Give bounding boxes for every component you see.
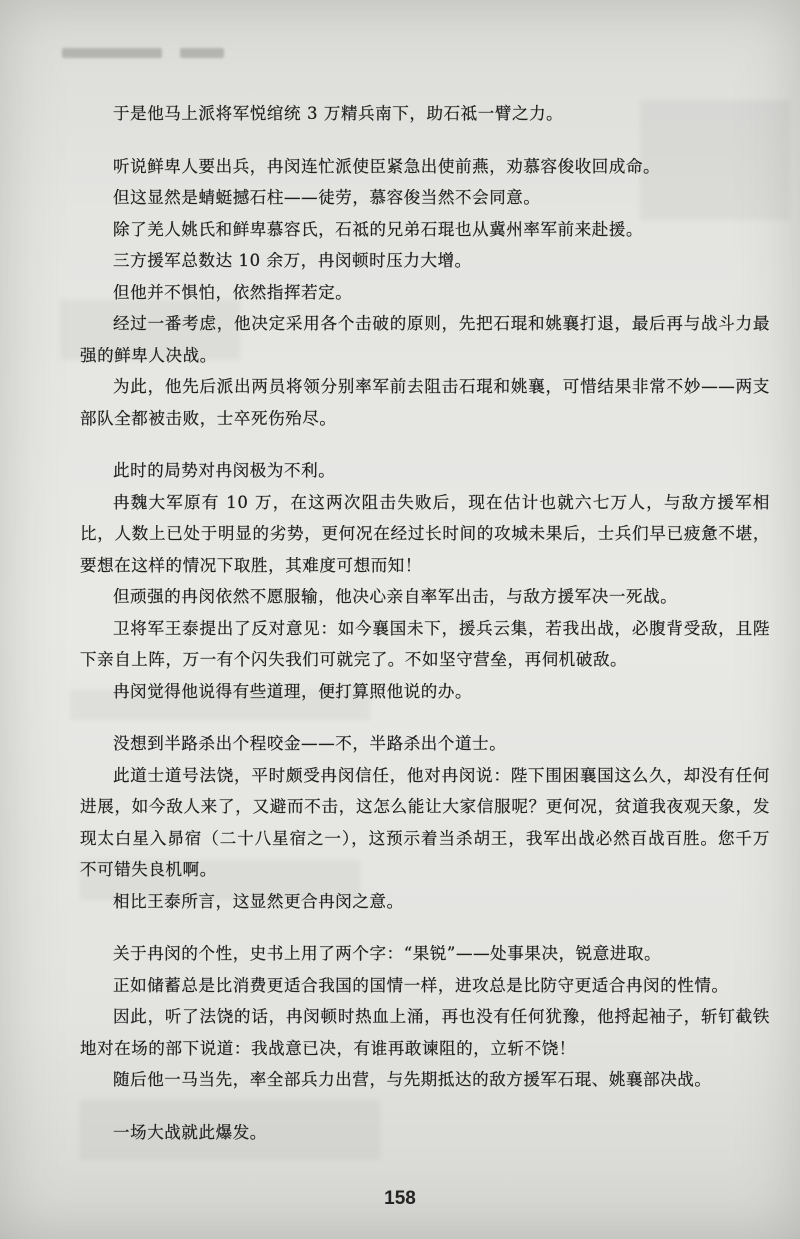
paragraph: 听说鲜卑人要出兵，冉闵连忙派使臣紧急出使前燕，劝慕容俊收回成命。 <box>113 156 661 176</box>
paragraph: 但这显然是蜻蜓撼石柱——徒劳，慕容俊当然不会同意。 <box>113 188 541 207</box>
paragraph: 没想到半路杀出个程咬金——不，半路杀出个道士。 <box>113 734 507 753</box>
paragraph: 一场大战就此爆发。 <box>113 1122 267 1142</box>
paragraph: 于是他马上派将军悦绾统 3 万精兵南下，助石祗一臂之力。 <box>113 104 564 123</box>
body-text <box>80 98 770 1148</box>
paragraph: 三方援军总数达 10 余万，冉闵顿时压力大增。 <box>113 251 472 270</box>
paragraph: 因此，听了法饶的话，冉闵顿时热血上涌，再也没有任何犹豫，他捋起袖子，斩钉截铁地对在场的部下说道：我战意已决，有谁再敢谏阻的，立斩不饶！ <box>80 1007 770 1058</box>
page-number: 158 <box>384 1188 416 1209</box>
paragraph: 正如储蓄总是比消费更适合我国的国情一样，进攻总是比防守更适合冉闵的性情。 <box>113 975 729 995</box>
paragraph: 此时的局势对冉闵极为不利。 <box>113 461 336 480</box>
paragraph: 卫将军王泰提出了反对意见：如今襄国未下，援兵云集，若我出战，必腹背受敌，且陛下亲自上阵，万一有个闪失我们可就完了。不如坚守营垒，再伺机破敌。 <box>80 618 770 669</box>
paragraph: 随后他一马当先，率全部兵力出营，与先期抵达的敌方援军石琨、姚襄部决战。 <box>113 1070 712 1089</box>
paragraph: 相比王泰所言，这显然更合冉闵之意。 <box>113 891 404 911</box>
paragraph: 关于冉闵的个性，史书上用了两个字：“果锐”——处事果决，锐意进取。 <box>113 944 662 963</box>
paragraph: 除了羌人姚氏和鲜卑慕容氏，石祗的兄弟石琨也从冀州率军前来赴援。 <box>113 219 644 239</box>
paragraph-gap <box>80 1096 770 1117</box>
paragraph-gap <box>80 707 770 728</box>
paragraph: 此道士道号法饶，平时颇受冉闵信任，他对冉闵说：陛下围困襄国这么久，却没有任何进展，如今敌人来了，又避而不击，这怎么能让大家信服呢？更何况，贫道我夜观天象，发现太白星入昴宿（二十八星宿之一），这预示着当杀胡王，我军出战必然百战百胜。您千万不可错失良机啊。 <box>80 765 770 879</box>
paragraph: 冉闵觉得他说得有些道理，便打算照他说的办。 <box>113 681 473 701</box>
paragraph: 为此，他先后派出两员将领分别率军前去阻击石琨和姚襄，可惜结果非常不妙——两支部队全都被击败，士卒死伤殆尽。 <box>80 377 770 428</box>
paragraph-gap <box>80 917 770 938</box>
paragraph-gap <box>80 130 770 151</box>
running-head-blurred <box>62 48 282 62</box>
paragraph: 冉魏大军原有 10 万，在这两次阻击失败后，现在估计也就六七万人，与敌方援军相比，人数上已处于明显的劣势，更何况在经过长时间的攻城未果后，士兵们早已疲惫不堪，要想在这样的情况下取胜，其难度可想而知！ <box>80 492 770 575</box>
paragraph: 但他并不惧怕，依然指挥若定。 <box>113 282 353 302</box>
paragraph: 但顽强的冉闵依然不愿服输，他决心亲自率军出击，与敌方援军决一死战。 <box>113 587 678 606</box>
paragraph: 经过一番考虑，他决定采用各个击破的原则，先把石琨和姚襄打退，最后再与战斗力最强的鲜卑人决战。 <box>80 314 770 365</box>
paragraph-gap <box>80 434 770 455</box>
